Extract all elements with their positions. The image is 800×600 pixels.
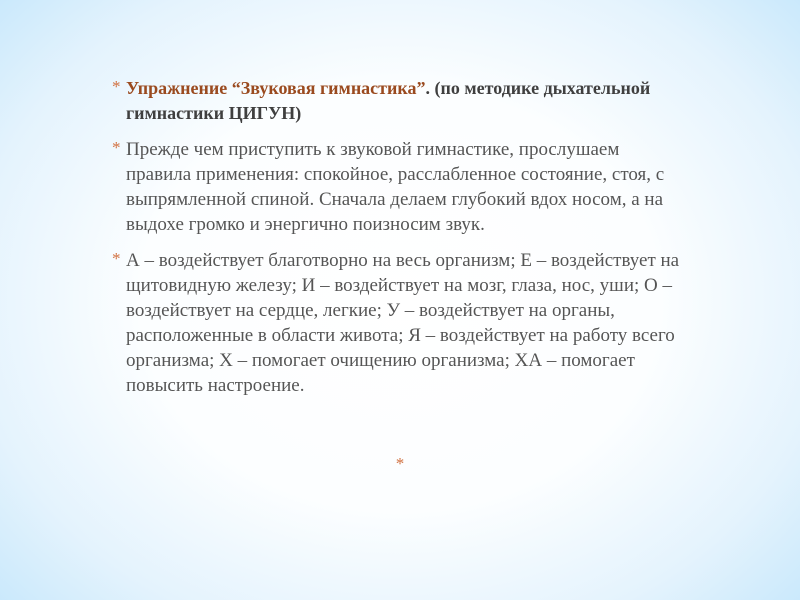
slide-body xyxy=(112,76,682,409)
bullet-star-icon: * xyxy=(112,249,121,268)
sounds-text: А – воздействует благотворно на весь организм; Е – воздействует на щитовидную железу; И – воздействует на мозг, глаза, нос, уши; О – воздействует на сердце, легкие; У – воздействует на органы, расположенные в области живота; Я – воздействует на работу всего организма; Х – помогает очищению организма; ХА – помогает повысить настроение. xyxy=(126,250,680,396)
bullet-sounds xyxy=(112,248,682,398)
empty-bullet-star-icon: * xyxy=(395,454,405,473)
instructions-text: Прежде чем приступить к звуковой гимнастике, прослушаем правила применения: спокойное, расслабленное состояние, стоя, с выпрямленной спиной. Сначала делаем глубокий вдох носом, а на выдохе громко и энергично поизносим звук. xyxy=(126,139,665,235)
bullet-heading xyxy=(112,76,682,126)
heading-text xyxy=(126,78,650,123)
bullet-star-icon: * xyxy=(112,77,121,96)
bullet-star-icon: * xyxy=(112,138,121,157)
bullet-instructions xyxy=(112,137,682,237)
heading-subtitle: . (по методике дыхательной гимнастики ЦИГУН) xyxy=(126,78,651,123)
heading-title: Упражнение “Звуковая гимнастика” xyxy=(126,78,426,98)
